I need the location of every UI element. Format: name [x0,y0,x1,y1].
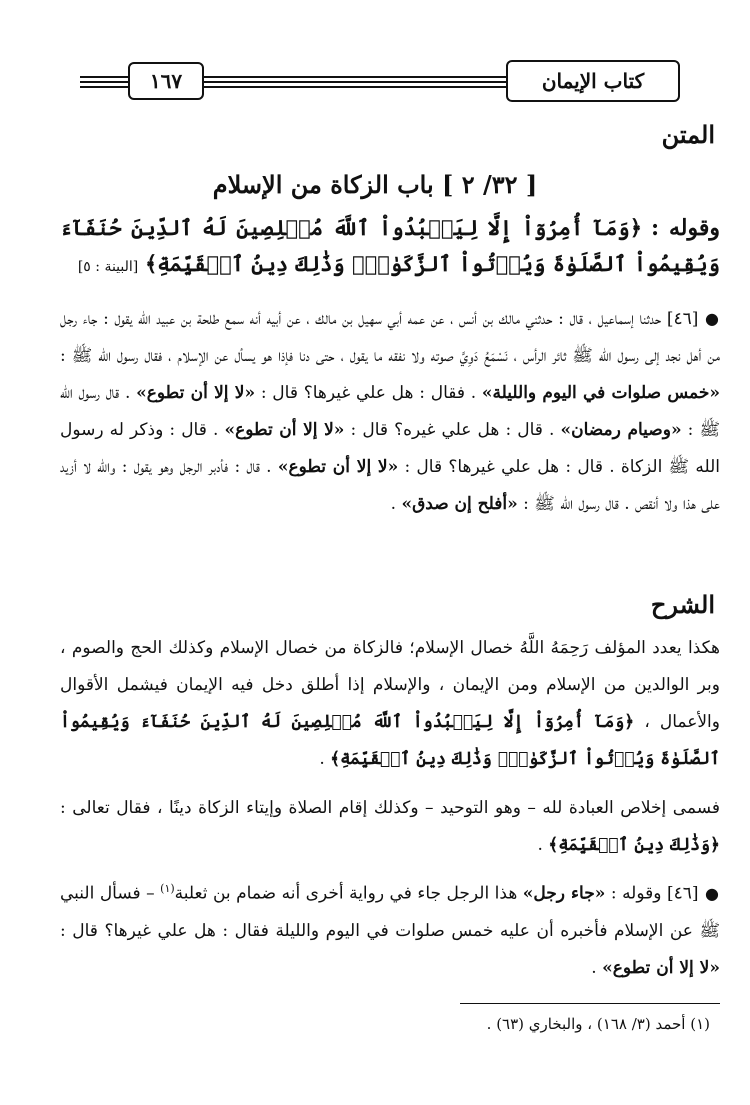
hadith-text: . [390,494,397,514]
bullet-icon: ● [705,883,720,903]
quote-intro: وقوله : [650,215,720,241]
quran-quote [60,210,720,285]
hadith-quote: «أفلح إن صدق» [401,494,518,514]
page-number: ١٦٧ [128,62,204,100]
hadith-paragraph [60,300,720,523]
hadith-quote: «لا إلا أن تطوع» [136,383,256,403]
sharh-text: فسمى إخلاص العبادة لله – وهو التوحيد – وكذلك إقام الصلاة وإيتاء الزكاة دينًا ، فقال تعالى : [60,798,720,818]
hadith-text: . فقال : هل علي غيرها؟ قال : [260,383,477,403]
quran-verse: ﴿وَمَآ أُمِرُوٓاْ إِلَّا لِيَعۡبُدُواْ ٱللَّهَ مُخۡلِصِينَ لَهُ ٱلدِّينَ حُنَفَآءَ وَيُقِيمُواْ ٱلصَّلَوٰةَ وَيُؤۡتُواْ ٱلزَّكَوٰةَۚ وَذَٰلِكَ دِينُ ٱلۡقَيِّمَةِ﴾ [60,215,720,276]
page-header [80,56,680,106]
footnote: (١) أحمد (٣/ ١٦٨) ، والبخاري (٦٣) . [486,1015,710,1033]
quran-verse: ﴿وَذَٰلِكَ دِينُ ٱلۡقَيِّمَةِ﴾ [548,835,720,855]
book-title: كتاب الإيمان [506,60,680,102]
bullet-icon: ● [705,309,719,328]
sharh-text: – فسأل النبي ﷺ عن الإسلام فأخبره أن عليه خمس صلوات في اليوم والليلة فقال : هل علي غيرها؟ قال : [60,883,720,941]
hadith-text: . قال رسول الله ﷺ : [60,383,721,440]
chapter-title: [ ٣٢/ ٢ ] باب الزكاة من الإسلام [212,170,538,199]
hadith-quote: «لا إلا أن تطوع» [602,957,720,978]
sharh-paragraph-3 [60,870,720,987]
quran-verse: ﴿وَمَآ أُمِرُوٓاْ إِلَّا لِيَعۡبُدُواْ ٱللَّهَ مُخۡلِصِينَ لَهُ ٱلدِّينَ حُنَفَآءَ وَيُقِيمُواْ ٱلصَّلَوٰةَ وَيُؤۡتُواْ ٱلزَّكَوٰةَۚ وَذَٰلِكَ دِينُ ٱلۡقَيِّمَةِ﴾ [60,712,720,769]
sharh-paragraph-1 [60,630,720,778]
hadith-text: حدثنا إسماعيل ، قال : حدثني مالك بن أنس ، عن عمه أبي سهيل بن مالك ، عن أبيه أنه سمع طلحة بن عبيد الله يقول : جاء رجل من أهل نجد إلى رسول الله ﷺ ثائر الرأس ، نَسْمَعُ دَوِيَّ صوته ولا نفقه ما يقول ، حتى دنا فإذا هو يسأل عن الإسلام ، فقال رسول الله ﷺ : [60,309,720,366]
sharh-label: الشرح [650,590,715,619]
hadith-text: . قال : وذكر له رسول الله ﷺ الزكاة . قال : هل علي غيرها؟ قال : [60,420,720,477]
hadith-quote: «وصيام رمضان» [560,420,682,440]
sharh-text: وقوله : [610,883,662,904]
hadith-number: [٤٦] [666,883,699,904]
hadith-text: . قال : هل علي غيره؟ قال : [350,420,555,440]
hadith-quote: «خمس صلوات في اليوم والليلة» [481,383,720,403]
hadith-number: [٤٦] [666,309,699,329]
footnote-marker[interactable]: (١) [160,882,175,895]
hadith-text: . قال : فأدبر الرجل وهو يقول : والله لا أزيد على هذا ولا أنقص . قال رسول الله ﷺ : [60,457,720,514]
sharh-text: . [319,749,325,769]
hadith-quote: «جاء رجل» [522,883,606,904]
sharh-text: . [591,957,597,978]
sharh-text: هذا الرجل جاء في رواية أخرى أنه ضمام بن ثعلبة [174,883,518,904]
hadith-quote: «لا إلا أن تطوع» [277,457,399,477]
footnote-divider [460,1003,720,1004]
sharh-paragraph-2 [60,790,720,864]
sharh-text: . [537,835,543,855]
hadith-quote: «لا إلا أن تطوع» [224,420,345,440]
verse-reference: [البينة : ٥] [77,259,139,275]
matn-label: المتن [661,120,715,149]
sharh-text: هكذا يعدد المؤلف رَحِمَهُ اللَّهُ خصال الإسلام؛ فالزكاة من خصال الإسلام وكذلك الحج والصوم ، وبر الوالدين من الإسلام ومن الإيمان ، والإسلام إذا أطلق دخل فيه الإيمان فيشمل الأقوال والأعمال ، [60,638,720,732]
